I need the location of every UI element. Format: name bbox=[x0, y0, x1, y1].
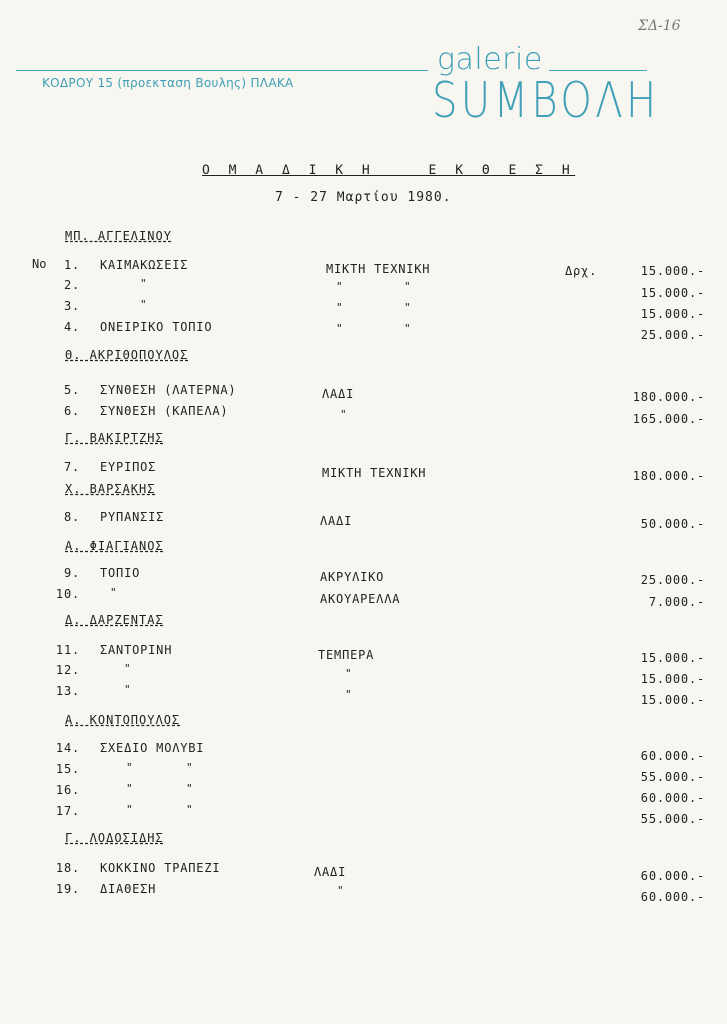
number-column-label: No bbox=[32, 257, 47, 271]
ditto-mark: " bbox=[186, 782, 193, 795]
item-number: 6. bbox=[63, 404, 80, 418]
item-number: 2. bbox=[63, 278, 80, 292]
item-number: 15. bbox=[55, 762, 80, 776]
item-price: 15.000.- bbox=[640, 651, 705, 665]
ditto-mark: " bbox=[124, 683, 131, 696]
artist-heading: Θ. ΑΚΡΙΘΟΠΟΥΛΟΣ bbox=[65, 348, 189, 362]
ditto-mark: " bbox=[186, 761, 193, 774]
gallery-address: ΚΟΔΡΟΥ 15 (προεκταση Βουλης) ΠΛΑΚΑ bbox=[42, 76, 294, 90]
item-price: 55.000.- bbox=[640, 812, 705, 826]
item-number: 14. bbox=[55, 741, 80, 755]
item-price: 180.000.- bbox=[632, 469, 705, 483]
item-price: 15.000.- bbox=[640, 286, 705, 300]
ditto-mark: " bbox=[186, 803, 193, 816]
item-number: 4. bbox=[63, 320, 80, 334]
item-price: 15.000.- bbox=[640, 307, 705, 321]
item-title: ΣΥΝΘΕΣΗ (ΚΑΠΕΛΑ) bbox=[100, 404, 229, 418]
ditto-mark: " bbox=[336, 322, 343, 335]
item-price: 25.000.- bbox=[640, 573, 705, 587]
handwritten-reference: ΣΔ-16 bbox=[638, 18, 681, 34]
artist-heading: Α. ΚΟΝΤΟΠΟΥΛΟΣ bbox=[65, 713, 181, 727]
item-price: 15.000.- bbox=[640, 693, 705, 707]
ditto-mark: " bbox=[126, 803, 133, 816]
item-technique: ΛΑΔΙ bbox=[314, 865, 347, 879]
item-number: 1. bbox=[63, 258, 80, 272]
item-number: 10. bbox=[55, 587, 80, 601]
exhibition-title: Ο Μ Α Δ Ι Κ Η Ε Κ Θ Ε Σ Η bbox=[202, 163, 576, 178]
currency-label: Δρχ. bbox=[565, 264, 598, 278]
item-number: 9. bbox=[63, 566, 80, 580]
ditto-mark: " bbox=[337, 884, 344, 897]
ditto-mark: " bbox=[110, 586, 117, 599]
item-title: ΣΥΝΘΕΣΗ (ΛΑΤΕΡΝΑ) bbox=[100, 383, 237, 397]
artist-heading: Γ. ΛΟΔΟΣΙΔΗΣ bbox=[65, 831, 164, 845]
item-technique: ΤΕΜΠΕΡΑ bbox=[318, 648, 375, 662]
ditto-mark: " bbox=[126, 761, 133, 774]
item-price: 180.000.- bbox=[632, 390, 705, 404]
ditto-mark: " bbox=[340, 408, 347, 421]
item-price: 60.000.- bbox=[640, 791, 705, 805]
ditto-mark: " bbox=[336, 280, 343, 293]
item-price: 60.000.- bbox=[640, 869, 705, 883]
item-technique: ΜΙΚΤΗ ΤΕΧΝΙΚΗ bbox=[322, 466, 427, 480]
item-price: 60.000.- bbox=[640, 749, 705, 763]
artist-heading: Α. ΦΙΑΓΙΑΝΟΣ bbox=[65, 539, 164, 553]
item-number: 11. bbox=[55, 643, 80, 657]
item-title: ΔΙΑΘΕΣΗ bbox=[100, 882, 157, 896]
gallery-brand-small: galerie bbox=[437, 42, 543, 77]
item-price: 25.000.- bbox=[640, 328, 705, 342]
ditto-mark: " bbox=[140, 277, 147, 290]
ditto-mark: " bbox=[126, 782, 133, 795]
ditto-mark: " bbox=[345, 667, 352, 680]
item-title: ΟΝΕΙΡΙΚΟ ΤΟΠΙΟ bbox=[100, 320, 213, 334]
item-number: 17. bbox=[55, 804, 80, 818]
ditto-mark: " bbox=[124, 662, 131, 675]
item-title: ΕΥΡΙΠΟΣ bbox=[100, 460, 157, 474]
item-technique: ΜΙΚΤΗ ΤΕΧΝΙΚΗ bbox=[326, 262, 431, 276]
item-price: 7.000.- bbox=[648, 595, 705, 609]
item-number: 16. bbox=[55, 783, 80, 797]
item-price: 60.000.- bbox=[640, 890, 705, 904]
item-number: 8. bbox=[63, 510, 80, 524]
item-number: 19. bbox=[55, 882, 80, 896]
item-number: 13. bbox=[55, 684, 80, 698]
ditto-mark: " bbox=[140, 298, 147, 311]
item-price: 55.000.- bbox=[640, 770, 705, 784]
item-price: 165.000.- bbox=[632, 412, 705, 426]
exhibition-dates: 7 - 27 Μαρτίου 1980. bbox=[275, 190, 452, 205]
artist-heading: Δ. ΔΑΡΖΕΝΤΑΣ bbox=[65, 613, 164, 627]
artist-heading: Γ. ΒΑΚΙΡΤΖΗΣ bbox=[65, 431, 164, 445]
item-number: 3. bbox=[63, 299, 80, 313]
ditto-mark: " bbox=[345, 688, 352, 701]
item-number: 12. bbox=[55, 663, 80, 677]
header-rule-right bbox=[549, 70, 647, 71]
item-number: 7. bbox=[63, 460, 80, 474]
item-title: ΤΟΠΙΟ bbox=[100, 566, 141, 580]
ditto-mark: " bbox=[336, 301, 343, 314]
ditto-mark: " bbox=[404, 301, 411, 314]
item-technique: ΛΑΔΙ bbox=[320, 514, 353, 528]
item-number: 18. bbox=[55, 861, 80, 875]
item-technique: ΛΑΔΙ bbox=[322, 387, 355, 401]
item-price: 15.000.- bbox=[640, 672, 705, 686]
item-technique: ΑΚΟΥΑΡΕΛΛΑ bbox=[320, 592, 401, 606]
item-number: 5. bbox=[63, 383, 80, 397]
header-rule-left bbox=[16, 70, 428, 71]
item-title: ΣΧΕΔΙΟ ΜΟΛΥΒΙ bbox=[100, 741, 205, 755]
item-title: ΚΟΚΚΙΝΟ ΤΡΑΠΕΖΙ bbox=[100, 861, 221, 875]
item-title: ΡΥΠΑΝΣΙΣ bbox=[100, 510, 165, 524]
ditto-mark: " bbox=[404, 322, 411, 335]
ditto-mark: " bbox=[404, 280, 411, 293]
item-price: 50.000.- bbox=[640, 517, 705, 531]
item-price: 15.000.- bbox=[640, 264, 705, 278]
artist-heading: ΜΠ. ΑΓΓΕΛΙΝΟΥ bbox=[65, 229, 172, 243]
gallery-brand-large: SUMBOΛH bbox=[432, 72, 660, 129]
artist-heading: Χ. ΒΑΡΣΑΚΗΣ bbox=[65, 482, 156, 496]
item-technique: ΑΚΡΥΛΙΚΟ bbox=[320, 570, 385, 584]
item-title: ΣΑΝΤΟΡΙΝΗ bbox=[100, 643, 173, 657]
item-title: ΚΑΙΜΑΚΩΣΕΙΣ bbox=[100, 258, 189, 272]
